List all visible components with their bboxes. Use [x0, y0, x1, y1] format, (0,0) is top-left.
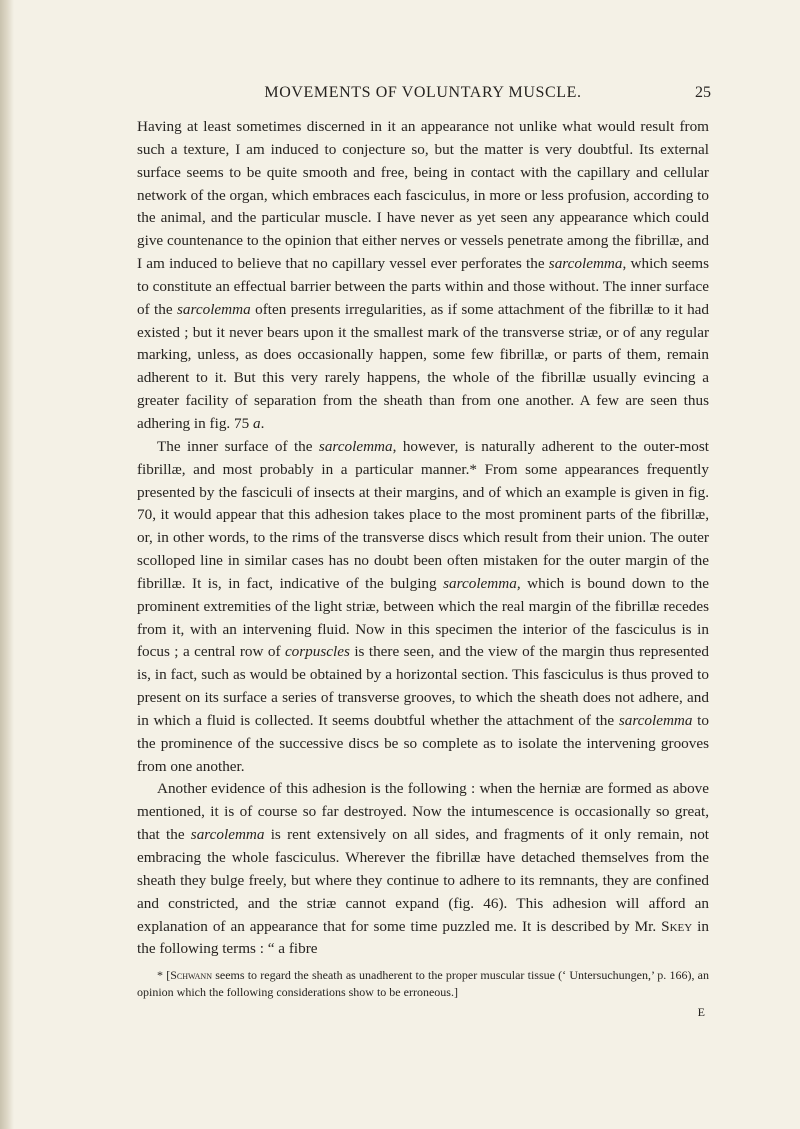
- text-run: is there seen, and the view of the margin thus represented is, in fact, such as would be obtained by a horizontal section. This fasciculus is thus proved to present on its surface a series of transverse grooves, to which the sheath does not adhere, and in which a fluid is collected. It seems doubtful whether the attachment of the: [137, 643, 709, 729]
- body-text: [137, 116, 709, 961]
- running-head: [137, 84, 709, 108]
- text-run: Having at least sometimes discerned in it an appearance not unlike what would result from such a texture, I am induced to conjecture so, but the matter is very doubtful. Its external surface seems to be quite smooth and free, being in contact with the capillary and cellular network of the organ, which embraces each fasciculus, in more or less profusion, according to the animal, and the particular muscle. I have never as yet seen any appearance which could give countenance to the opinion that either nerves or vessels penetrate among the fibrillæ, and I am induced to believe that no capillary vessel ever perforates the: [137, 118, 709, 273]
- text-run: often presents irregularities, as if some attachment of the fibrillæ to it had existed ; but it never bears upon it the smallest mark of the transverse striæ, or of any regular marking, unless, as does occasionally happen, some few fibrillæ, or parts of them, remain adherent to it. But this very rarely happens, the whole of the fibrillæ usually evincing a greater facility of separation from the sheath than from one another. A few are seen thus adhering in fig. 75: [137, 300, 709, 432]
- italic-term: corpuscles: [284, 643, 350, 661]
- signature-mark: E: [697, 1005, 705, 1020]
- italic-term: sarcolemma: [318, 437, 393, 455]
- text-run: , which seems to constitute an effectual barrier between the parts within and those without. The inner surface of the: [137, 255, 709, 318]
- text-run: in the following terms : “ a fibre: [137, 917, 709, 958]
- text-run: .: [260, 414, 265, 432]
- footnote: [137, 967, 709, 1001]
- text-run: The inner surface of the: [157, 437, 319, 455]
- book-page: [137, 84, 709, 1020]
- small-caps-name: Skey: [661, 917, 693, 935]
- text-run: , which is bound down to the prominent extremities of the light striæ, between which the real margin of the fibrillæ recedes from it, with an intervening fluid. Now in this specimen the interior of the fasciculus is in focus ; a central row of: [137, 574, 709, 661]
- paragraph: [137, 436, 709, 779]
- italic-term: a: [253, 414, 261, 432]
- text-run: seems to regard the sheath as unadherent to the proper muscular tissue (‘ Untersuchungen,’ p. 166), an opinion which the following considerations show to be erroneous.]: [137, 968, 710, 1000]
- italic-term: sarcolemma: [618, 711, 693, 729]
- text-run: is rent extensively on all sides, and fragments of it only remain, not embracing the whole fasciculus. Wherever the fibrillæ have detached themselves from the sheath they bulge freely, but where they continue to adhere to its remnants, they are confined and constricted, and the striæ cannot expand (fig. 46). This adhesion will afford an explanation of an appearance that for some time puzzled me. It is described by Mr.: [137, 826, 710, 935]
- paragraph: [137, 116, 709, 436]
- text-run: to the prominence of the successive discs be so complete as to isolate the intervening grooves from one another.: [137, 711, 709, 775]
- paragraph: [137, 778, 709, 961]
- footnote-text: [137, 967, 709, 1001]
- page-number: 25: [695, 84, 711, 101]
- text-run: , however, is naturally adherent to the outer-most fibrillæ, and most probably in a particular manner.* From some appearances frequently presented by the fasciculi of insects at their margins, and of which an example is given in fig. 70, it would appear that this adhesion takes place to the most prominent parts of the fibrillæ, or, in other words, to the rims of the transverse discs which result from their union. The outer scolloped line in similar cases has no doubt been often mistaken for the outer margin of the fibrillæ. It is, in fact, indicative of the bulging: [137, 437, 709, 592]
- small-caps-name: Schwann: [170, 968, 212, 983]
- italic-term: sarcolemma: [548, 255, 623, 273]
- text-run: * [: [157, 968, 171, 983]
- running-head-title: MOVEMENTS OF VOLUNTARY MUSCLE.: [264, 84, 582, 101]
- text-run: Another evidence of this adhesion is the following : when the herniæ are formed as above mentioned, it is of course so far destroyed. Now the intumescence is occasionally so great, that the: [137, 780, 709, 844]
- italic-term: sarcolemma: [443, 574, 517, 592]
- book-spine-shadow: [0, 0, 14, 1129]
- italic-term: sarcolemma: [177, 300, 251, 318]
- italic-term: sarcolemma: [190, 826, 265, 844]
